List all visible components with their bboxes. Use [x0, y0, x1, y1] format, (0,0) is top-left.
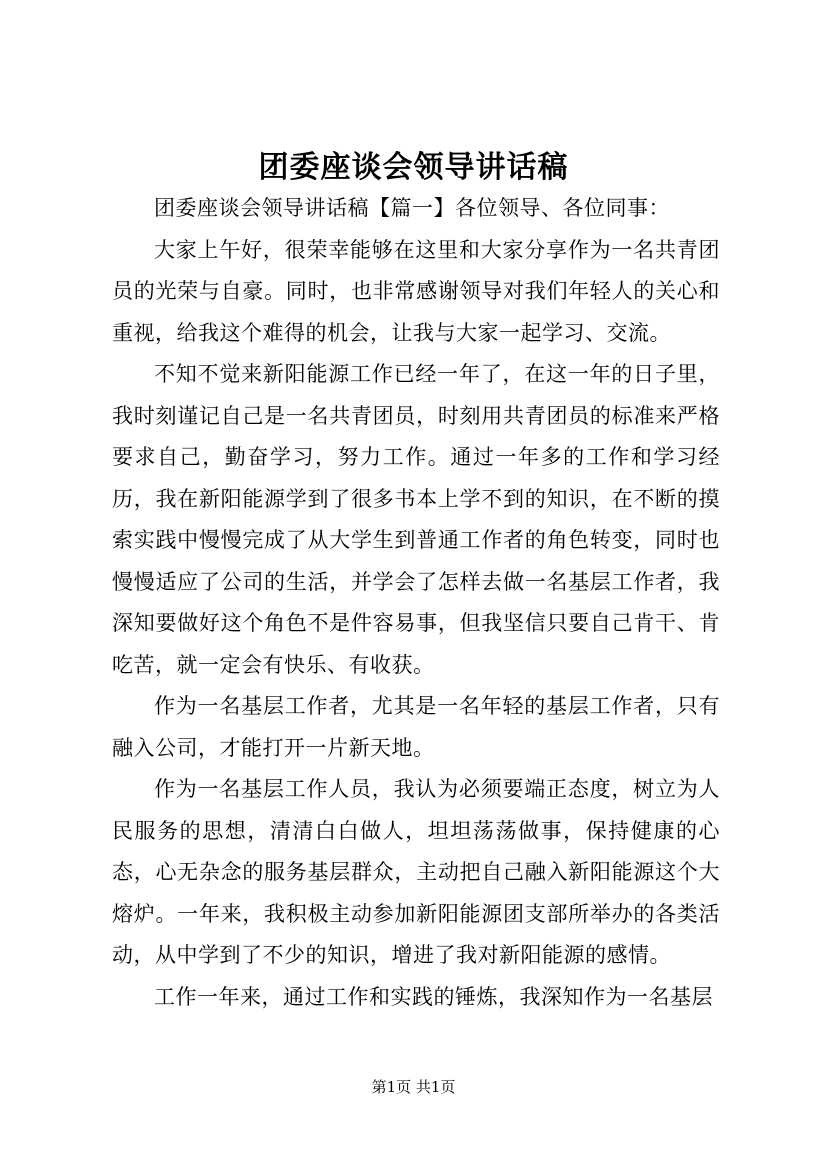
paragraph-1: 团委座谈会领导讲话稿【篇一】各位领导、各位同事： [154, 196, 670, 220]
paragraph-3: 不知不觉来新阳能源工作已经一年了，在这一年的日子里，我时刻谨记自己是一名共青团员，时刻用共青团员的标准来严格要求自己，勤奋学习，努力工作。通过一年多的工作和学习经历，我在新阳能源学到了很多书本上学不到的知识，在不断的摸索实践中慢慢完成了从大学生到普通工作者的角色转变，同时也慢慢适应了公司的生活，并学会了怎样去做一名基层工作者，我深知要做好这个角色不是件容易事，但我坚信只要自己肯干、肯吃苦，就一定会有快乐、有收获。 [112, 362, 720, 677]
paragraph-6: 工作一年来，通过工作和实践的锤炼，我深知作为一名基层 [154, 984, 713, 1009]
document-body [112, 188, 720, 1018]
paragraph-2: 大家上午好，很荣幸能够在这里和大家分享作为一名共青团员的光荣与自豪。同时，也非常感谢领导对我们年轻人的关心和重视，给我这个难得的机会，让我与大家一起学习、交流。 [112, 237, 720, 345]
paragraph-4: 作为一名基层工作者，尤其是一名年轻的基层工作者，只有融入公司，才能打开一片新天地。 [112, 694, 720, 760]
paragraph-5: 作为一名基层工作人员，我认为必须要端正态度，树立为人民服务的思想，清清白白做人，坦坦荡荡做事，保持健康的心态，心无杂念的服务基层群众，主动把自己融入新阳能源这个大熔炉。一年来，我积极主动参加新阳能源团支部所举办的各类活动，从中学到了不少的知识，增进了我对新阳能源的感情。 [112, 777, 720, 967]
page-number-footer: 第1页 共1页 [371, 1078, 456, 1096]
document-title: 团委座谈会领导讲话稿 [258, 150, 569, 185]
